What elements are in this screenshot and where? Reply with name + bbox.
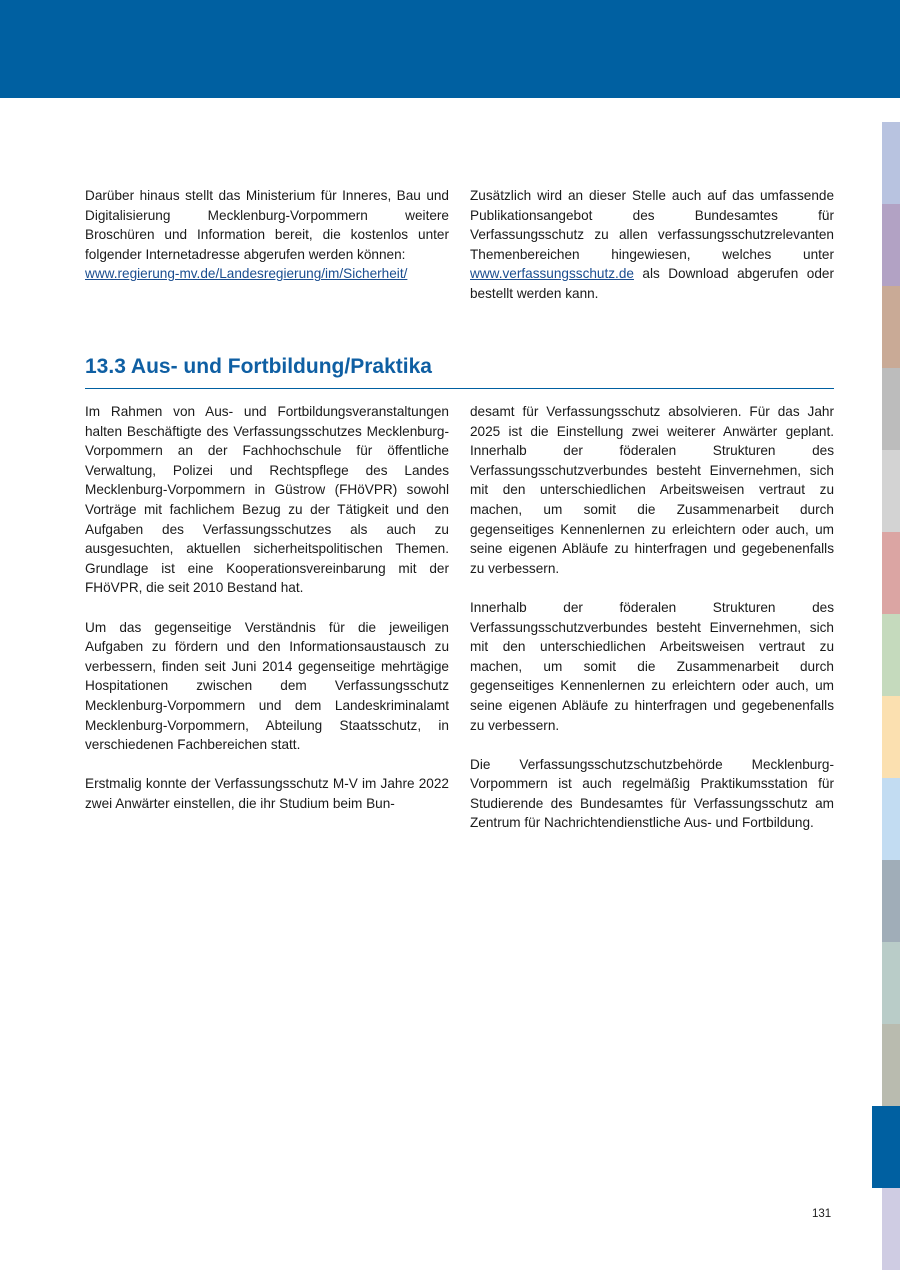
intro-left-paragraph — [85, 186, 449, 284]
chapter-tab-11 — [882, 942, 900, 1024]
intro-right-column — [470, 186, 834, 304]
left-paragraph-1: Im Rahmen von Aus- und Fortbildungsveranstaltungen halten Beschäftigte des Verfassungsschutzes Mecklenburg-Vorpommern an der Fachhochschule für öffentliche Verwaltung, Polizei und Rechtspflege des Landes Mecklenburg-Vorpommern in Güstrow (FHöVPR) sowohl Vorträge mit fachlichem Bezug zu der Tätigkeit und den Aufgaben des Verfassungsschutzes als auch zu ausgesuchten, aktuellen sicherheitspolitischen Themen. Grundlage ist eine Kooperationsvereinbarung mit der FHöVPR, die seit 2010 Bestand hat. — [85, 404, 449, 596]
chapter-tab-10 — [882, 860, 900, 942]
chapter-tab-2 — [882, 204, 900, 286]
right-paragraph-1: desamt für Verfassungsschutz absolvieren. Für das Jahr 2025 ist die Einstellung zwei weiterer Anwärter geplant. Innerhalb der föderalen Strukturen des Verfassungsschutzverbundes besteht Einvernehmen, sich mit den unterschiedlichen Arbeitsweisen vertraut zu machen, um somit die Zusammenarbeit durch gegenseitiges Kennenlernen zu erleichtern oder auch, um seine eigenen Abläufe zu hinterfragen und gegebenenfalls zu verbessern. — [470, 404, 834, 576]
chapter-tabs — [882, 122, 900, 1270]
chapter-tab-12 — [882, 1024, 900, 1106]
intro-left-column — [85, 186, 449, 284]
intro-right-text-before: Zusätzlich wird an dieser Stelle auch auf das umfassende Publikationsangebot des Bundesamtes für Verfassungsschutz zu allen verfassungsschutzrelevanten Themenbereichen hingewiesen, welches unter — [470, 188, 834, 262]
section-left-column — [85, 402, 449, 813]
chapter-tab-9 — [882, 778, 900, 860]
chapter-tab-4 — [882, 368, 900, 450]
top-banner — [0, 0, 900, 98]
left-paragraph-3: Erstmalig konnte der Verfassungsschutz M-V im Jahre 2022 zwei Anwärter einstellen, die ihr Studium beim Bun- — [85, 776, 449, 811]
regierung-mv-link[interactable]: www.regierung-mv.de/Landesregierung/im/Sicherheit/ — [85, 266, 408, 282]
left-paragraph-2: Um das gegenseitige Verständnis für die jeweiligen Aufgaben zu fördern und den Informationsaustausch zu verbessern, finden seit Juni 2014 gegenseitige mehrtägige Hospitationen zwischen dem Verfassungsschutz Mecklenburg-Vorpommern und dem Landeskriminalamt Mecklenburg-Vorpommern, Abteilung Staatsschutz, in verschiedenen Fachbereichen statt. — [85, 619, 449, 753]
right-paragraph-3: Die Verfassungsschutzschutzbehörde Mecklenburg-Vorpommern ist auch regelmäßig Praktikumsstation für Studierende des Bundesamtes für Verfassungsschutz am Zentrum für Nachrichtendienstliche Aus- und Fortbildung. — [470, 756, 834, 831]
chapter-tab-5 — [882, 450, 900, 532]
right-paragraph-2: Innerhalb der föderalen Strukturen des Verfassungsschutzverbundes besteht Einvernehmen, sich mit den unterschiedlichen Arbeitsweisen vertraut zu machen, um somit die Zusammenarbeit durch gegenseitiges Kennenlernen zu erleichtern oder auch, um seine eigenen Abläufe zu hinterfragen und gegebenenfalls zu verbessern. — [470, 599, 834, 733]
chapter-tab-6 — [882, 532, 900, 614]
intro-right-paragraph — [470, 186, 834, 304]
page-number: 131 — [812, 1208, 832, 1220]
intro-left-text: Darüber hinaus stellt das Ministerium für Inneres, Bau und Digitalisierung Mecklenburg-Vorpommern weitere Broschüren und Information bereit, die kostenlos unter folgender Internetadresse abgerufen werden können: — [85, 188, 449, 262]
chapter-tab-7 — [882, 614, 900, 696]
verfassungsschutz-link[interactable]: www.verfassungsschutz.de — [470, 266, 634, 282]
chapter-tab-3 — [882, 286, 900, 368]
chapter-tab-8 — [882, 696, 900, 778]
chapter-tab-1 — [882, 122, 900, 204]
chapter-tab-13 — [872, 1106, 900, 1188]
section-heading — [85, 352, 834, 389]
chapter-tab-14 — [882, 1188, 900, 1270]
intro-right-text-after: als Download abgerufen oder bestellt werden kann. — [470, 266, 834, 301]
section-title: 13.3 Aus- und Fortbildung/Praktika — [85, 355, 432, 378]
section-right-column — [470, 402, 834, 833]
